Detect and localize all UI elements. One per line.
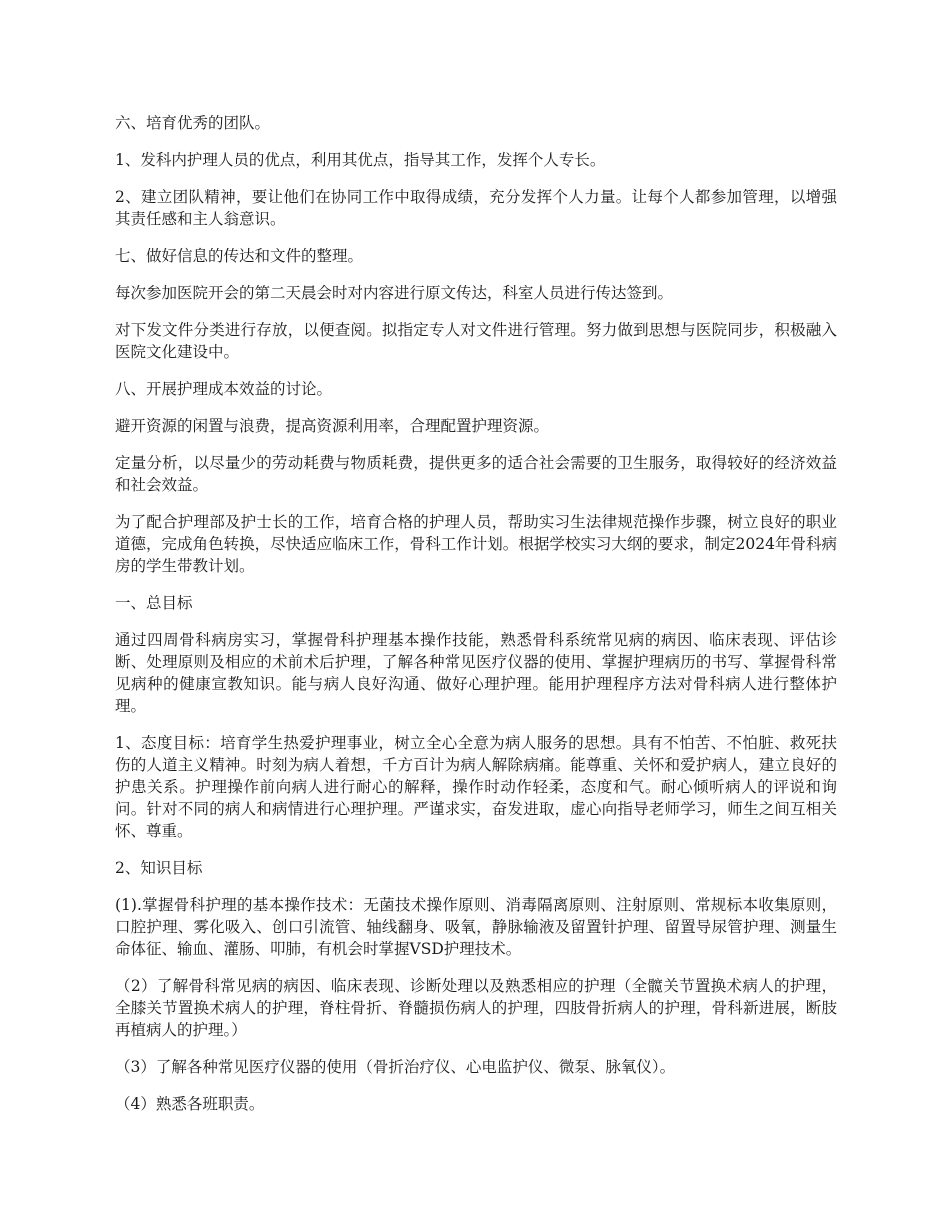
paragraph-item-2-team-spirit: 2、建立团队精神，要让他们在协同工作中取得成绩，充分发挥个人力量。让每个人都参加管理，以增强其责任感和主人翁意识。 xyxy=(115,188,837,228)
paragraph-item-1-strengths: 1、发科内护理人员的优点，利用其优点，指导其工作，发挥个人专长。 xyxy=(115,151,606,169)
heading-one-overall-goal: 一、总目标 xyxy=(115,594,193,612)
paragraph-resource-use: 避开资源的闲置与浪费，提高资源利用率，合理配置护理资源。 xyxy=(115,417,550,435)
paragraph-knowledge-item-4: （4）熟悉各班职责。 xyxy=(115,1095,265,1113)
paragraph-attitude-goal: 1、态度目标：培育学生热爱护理事业，树立全心全意为病人服务的思想。具有不怕苦、不怕脏、救死扶伤的人道主义精神。时刻为病人着想，千方百计为病人解除病痛。能尊重、关怀和爱护病人，建立良好的护患关系。护理操作前向病人进行耐心的解释，操作时动作轻柔，态度和气。耐心倾听病人的评说和询问。针对不同的病人和病情进行心理护理。严谨求实，奋发进取，虚心向指导老师学习，师生之间互相关怀、尊重。 xyxy=(115,734,837,840)
document-body xyxy=(115,112,837,1130)
paragraph-knowledge-item-2: （2）了解骨科常见病的病因、临床表现、诊断处理以及熟悉相应的护理（全髋关节置换术病人的护理，全膝关节置换术病人的护理，脊柱骨折、脊髓损伤病人的护理，四肢骨折病人的护理，骨科新进展，断肢再植病人的护理。） xyxy=(115,977,837,1039)
heading-six-team: 六、培育优秀的团队。 xyxy=(115,114,271,132)
paragraph-knowledge-item-3: （3）了解各种常见医疗仪器的使用（骨折治疗仪、心电监护仪、微泵、脉氧仪）。 xyxy=(115,1058,676,1076)
heading-eight-cost-benefit: 八、开展护理成本效益的讨论。 xyxy=(115,380,333,398)
paragraph-overall-goal: 通过四周骨科病房实习，掌握骨科护理基本操作技能，熟悉骨科系统常见病的病因、临床表现、评估诊断、处理原则及相应的术前术后护理，了解各种常见医疗仪器的使用、掌握护理病历的书写、掌握骨科常见病种的健康宣教知识。能与病人良好沟通、做好心理护理。能用护理程序方法对骨科病人进行整体护理。 xyxy=(115,631,837,715)
paragraph-teaching-plan-intro: 为了配合护理部及护士长的工作，培育合格的护理人员，帮助实习生法律规范操作步骤，树立良好的职业道德，完成角色转换，尽快适应临床工作，骨科工作计划。根据学校实习大纲的要求，制定2024年骨科病房的学生带教计划。 xyxy=(115,513,837,575)
heading-knowledge-goal: 2、知识目标 xyxy=(115,859,203,877)
paragraph-quantitative-analysis: 定量分析，以尽量少的劳动耗费与物质耗费，提供更多的适合社会需要的卫生服务，取得较好的经济效益和社会效益。 xyxy=(115,454,837,494)
paragraph-knowledge-item-1: (1).掌握骨科护理的基本操作技术：无菌技术操作原则、消毒隔离原则、注射原则、常规标本收集原则，口腔护理、雾化吸入、创口引流管、轴线翻身、吸氧，静脉输液及留置针护理、留置导尿管护理、测量生命体征、输血、灌肠、叩肺，有机会时掌握VSD护理技术。 xyxy=(115,896,837,958)
paragraph-meeting-relay: 每次参加医院开会的第二天晨会时对内容进行原文传达，科室人员进行传达签到。 xyxy=(115,284,674,302)
paragraph-file-management: 对下发文件分类进行存放，以便查阅。拟指定专人对文件进行管理。努力做到思想与医院同步，积极融入医院文化建设中。 xyxy=(115,321,837,361)
heading-seven-information: 七、做好信息的传达和文件的整理。 xyxy=(115,247,364,265)
